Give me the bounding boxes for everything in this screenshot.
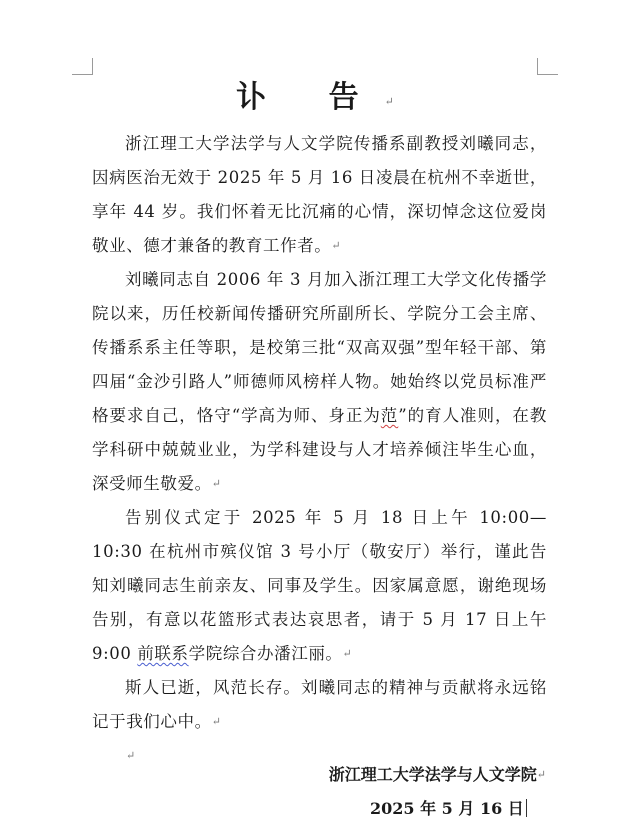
document-title[interactable] xyxy=(0,78,630,122)
crop-mark-top-left xyxy=(72,58,93,75)
paragraph-3-text-part2: 学院综合办潘江丽。 xyxy=(188,644,343,663)
paragraph-4[interactable] xyxy=(92,671,547,739)
grammar-flagged-word[interactable]: 前联系 xyxy=(137,644,189,663)
signature-date-text: 2025 年 5 月 16 日 xyxy=(370,799,524,818)
paragraph-mark-icon: ↵ xyxy=(342,647,352,660)
signature-organization-text: 浙江理工大学法学与人文学院 xyxy=(328,765,537,784)
paragraph-mark-icon: ↵ xyxy=(211,477,221,490)
paragraph-mark-icon: ↵ xyxy=(384,95,394,108)
paragraph-mark-icon: ↵ xyxy=(331,239,341,252)
title-text: 讣 告 xyxy=(236,80,385,115)
paragraph-mark-icon: ↵ xyxy=(536,768,546,781)
paragraph-3[interactable] xyxy=(92,501,547,671)
signature-organization[interactable] xyxy=(329,760,546,790)
paragraph-3-text-part1: 告别仪式定于 2025 年 5 月 18 日上午 10:00—10:30 在杭州市殡仪馆 3 号小厅（敬安厅）举行，谨此告知刘曦同志生前亲友、同事及学生。因家属意愿，谢绝现场告别，有意以花篮形式表达哀思者，请于 5 月 17 日上午 9:00 xyxy=(92,508,547,663)
paragraph-2-text-part1: 刘曦同志自 2006 年 3 月加入浙江理工大学文化传播学院以来，历任校新闻传播研究所副所长、学院分工会主席、传播系系主任等职，是校第三批“双高双强”型年轻干部、第四届“金沙引路人”师德师风榜样人物。她始终以党员标准严格要求自己，恪守“学高为师、身正为 xyxy=(92,270,547,425)
paragraph-mark-icon: ↵ xyxy=(211,715,221,728)
document-body[interactable] xyxy=(92,127,547,773)
paragraph-2[interactable] xyxy=(92,263,547,501)
paragraph-mark-icon: ↵ xyxy=(126,749,136,762)
crop-mark-top-right xyxy=(537,58,558,75)
paragraph-1[interactable] xyxy=(92,127,547,263)
text-cursor xyxy=(526,799,527,817)
paragraph-2-text-part2: ”的育人准则，在教学科研中兢兢业业，为学科建设与人才培养倾注毕生心血，深受师生敬爱。 xyxy=(92,406,547,493)
paragraph-4-text: 斯人已逝，风范长存。刘曦同志的精神与贡献将永远铭记于我们心中。 xyxy=(92,678,547,731)
signature-date[interactable] xyxy=(370,794,527,819)
paragraph-1-text: 浙江理工大学法学与人文学院传播系副教授刘曦同志，因病医治无效于 2025 年 5 月 16 日凌晨在杭州不幸逝世，享年 44 岁。我们怀着无比沉痛的心情，深切悼念这位爱岗敬业、德才兼备的教育工作者。 xyxy=(92,134,547,255)
spellcheck-flagged-word[interactable]: 范 xyxy=(380,406,399,425)
